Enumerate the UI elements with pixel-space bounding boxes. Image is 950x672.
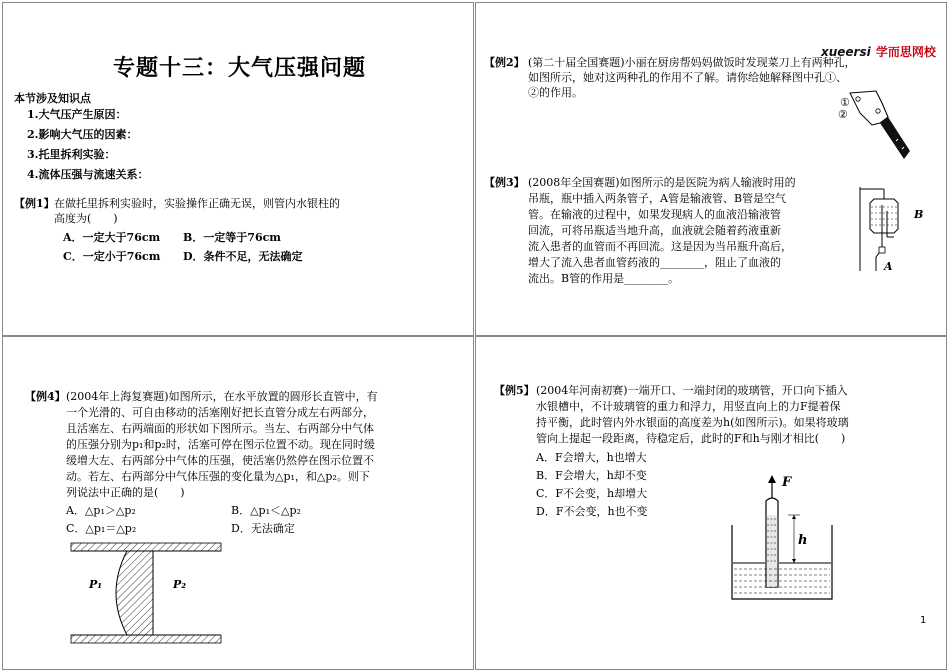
example-4-option-d: D．无法确定 bbox=[231, 522, 295, 535]
example-4-line-3: 且活塞左、右两端面的形状如下图所示。当左、右两部分中气体 bbox=[66, 422, 374, 435]
example-2-line-2: 如图所示，她对这两种孔的作用不了解。请你给她解释图中孔①、 bbox=[528, 71, 847, 84]
example-4-option-c: C．△p₁＝△p₂ bbox=[66, 522, 137, 535]
knowledge-point-1: 1.大气压产生原因： bbox=[27, 108, 127, 121]
example-4-option-b: B．△p₁＜△p₂ bbox=[231, 504, 301, 517]
example-3-line-3: 管。在输液的过程中，如果发现病人的血液沿输液管 bbox=[528, 208, 781, 221]
page-number: 1 bbox=[920, 615, 927, 626]
example-5-option-d: D．F不会变，h也不变 bbox=[536, 505, 648, 518]
example-5-option-a: A．F会增大，h也增大 bbox=[536, 451, 647, 464]
example-5-line-1: (2004年河南初赛)一端开口、一端封闭的玻璃管，开口向下插入 bbox=[536, 384, 848, 397]
example-3-label: 【例3】 bbox=[484, 176, 525, 189]
example-5-line-4: 管向上提起一段距离，待稳定后，此时的F和h与刚才相比( ) bbox=[536, 432, 846, 445]
knowledge-point-2: 2.影响大气压的因素： bbox=[27, 128, 138, 141]
example-4-label: 【例4】 bbox=[25, 390, 66, 403]
knowledge-point-3: 3.托里拆利实验： bbox=[27, 148, 116, 161]
example-3-line-6: 增大了流入患者血管药液的________，阻止了血液的 bbox=[528, 256, 781, 269]
example-1-line-1: 在做托里拆利实验时，实验操作正确无误，则管内水银柱的 bbox=[54, 197, 340, 210]
example-5-option-b: B．F会增大，h却不变 bbox=[536, 469, 647, 482]
slide-panel-1 bbox=[2, 2, 474, 336]
example-4-line-4: 的压强分别为p₁和p₂时，活塞可停在图示位置不动。现在同时缓 bbox=[66, 438, 375, 451]
page-title: 专题十三：大气压强问题 bbox=[113, 55, 367, 81]
pressure-p2-label: P₂ bbox=[173, 578, 187, 591]
knife-hole-label-2: ② bbox=[838, 108, 848, 121]
example-3-line-5: 流入患者的血管而不再回流。这是因为当吊瓶升高后， bbox=[528, 240, 792, 253]
example-1-line-2: 高度为( ) bbox=[54, 212, 118, 225]
example-3-line-4: 回流，可将吊瓶适当地升高，血液就会随着药液重新 bbox=[528, 224, 781, 237]
pressure-p1-label: P₁ bbox=[89, 578, 103, 591]
example-1-option-b: B．一定等于76cm bbox=[183, 231, 281, 244]
example-3-line-1: (2008年全国赛题)如图所示的是医院为病人输液时用的 bbox=[528, 176, 796, 189]
knowledge-point-4: 4.流体压强与流速关系： bbox=[27, 168, 149, 181]
example-2-line-1: (第二十届全国赛题)小丽在厨房帮妈妈做饭时发现菜刀上有两种孔， bbox=[528, 56, 856, 69]
example-4-option-a: A．△p₁＞△p₂ bbox=[66, 504, 136, 517]
example-1-option-d: D．条件不足，无法确定 bbox=[183, 250, 303, 263]
example-5-option-c: C．F不会变，h却增大 bbox=[536, 487, 648, 500]
example-4-line-6: 动。若左、右两部分中气体压强的变化量为△p₁，和△p₂。则下 bbox=[66, 470, 370, 483]
slide-panel-4 bbox=[475, 336, 947, 670]
mercury-tube-figure bbox=[728, 473, 838, 603]
iv-tube-b-label: B bbox=[914, 208, 924, 221]
brand-logo-en: xueersi bbox=[821, 45, 871, 59]
example-4-line-2: 一个光滑的、可自由移动的活塞刚好把长直管分成左右两部分， bbox=[66, 406, 374, 419]
force-f-label: F bbox=[782, 475, 792, 490]
example-5-line-3: 持平衡，此时管内外水银面的高度差为h(如图所示)。如果将玻璃 bbox=[536, 416, 849, 429]
height-h-label: h bbox=[798, 533, 808, 548]
brand-logo-cn: 学而思网校 bbox=[875, 45, 936, 59]
example-2-label: 【例2】 bbox=[484, 56, 525, 69]
knowledge-intro: 本节涉及知识点 bbox=[14, 92, 91, 105]
iv-tube-a-label: A bbox=[884, 260, 893, 273]
example-4-line-5: 缓增大左、右两部分中气体的压强，使活塞仍然停在图示位置不 bbox=[66, 454, 374, 467]
example-4-line-7: 列说法中正确的是( ) bbox=[66, 486, 185, 499]
example-1-option-c: C．一定小于76cm bbox=[63, 250, 161, 263]
example-1-option-a: A．一定大于76cm bbox=[63, 231, 161, 244]
example-2-line-3: ②的作用。 bbox=[528, 86, 583, 99]
example-3-line-2: 吊瓶，瓶中插入两条管子，A管是输液管、B管是空气 bbox=[528, 192, 787, 205]
slide-panel-3 bbox=[2, 336, 474, 670]
piston-pipe-figure bbox=[69, 541, 223, 645]
example-4-line-1: (2004年上海复赛题)如图所示，在水平放置的圆形长直管中，有 bbox=[66, 390, 378, 403]
example-5-label: 【例5】 bbox=[494, 384, 535, 397]
knife-hole-label-1: ① bbox=[840, 96, 850, 109]
example-5-line-2: 水银槽中，不计玻璃管的重力和浮力，用竖直向上的力F提着保 bbox=[536, 400, 841, 413]
example-3-line-7: 流出。B管的作用是________。 bbox=[528, 272, 680, 285]
slide-panel-2 bbox=[475, 2, 947, 336]
example-1-label: 【例1】 bbox=[14, 197, 55, 210]
